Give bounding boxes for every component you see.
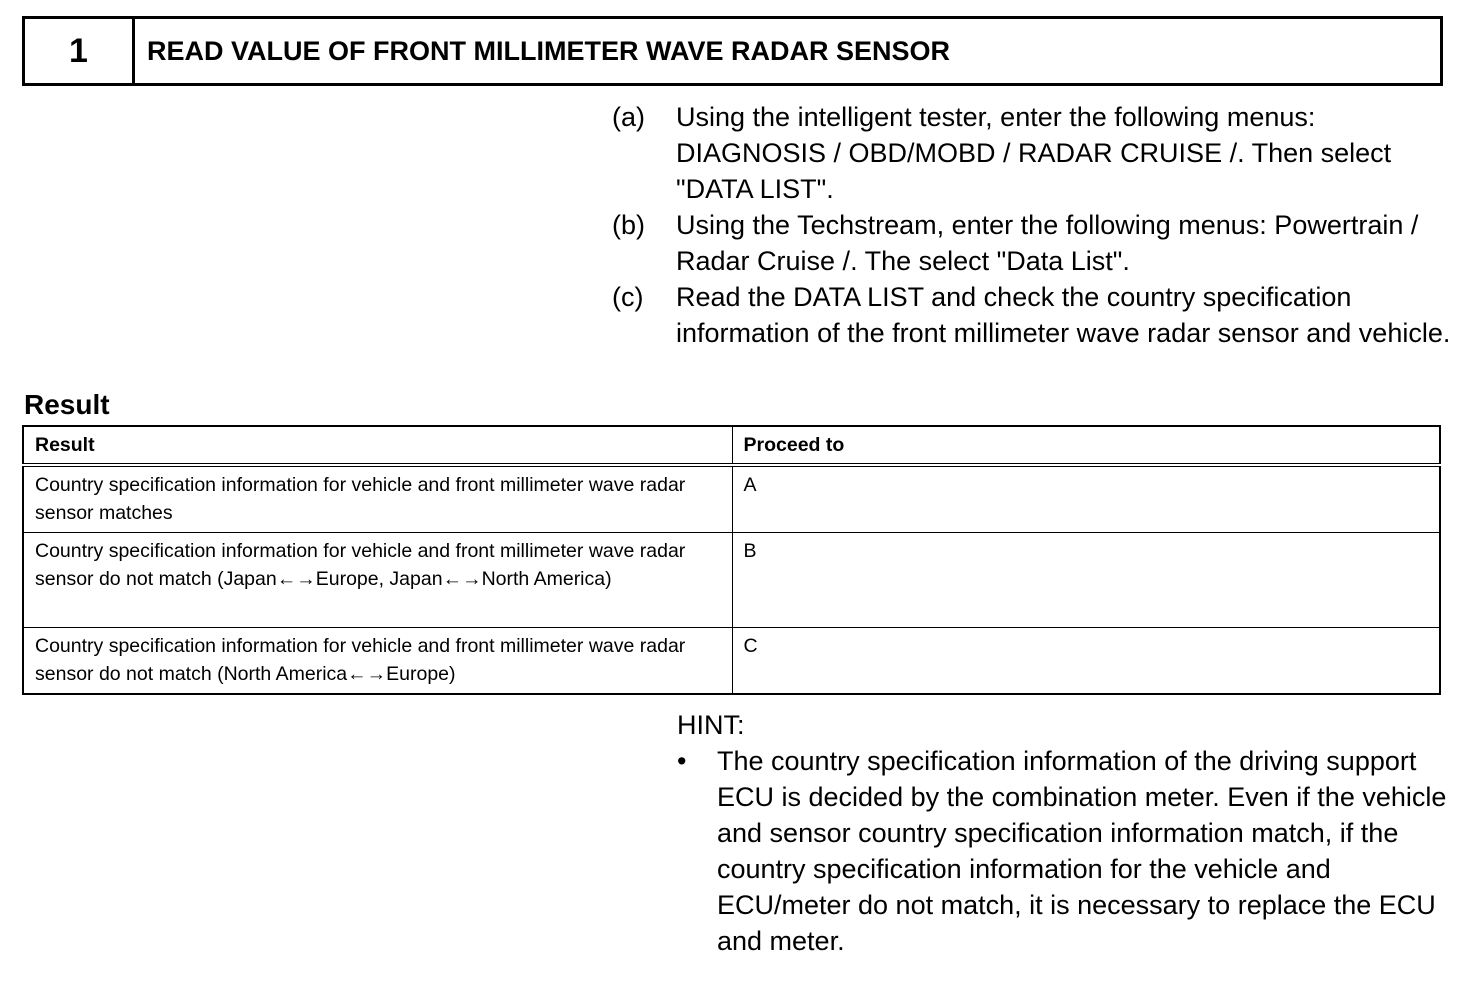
table-header-row	[23, 426, 1440, 465]
procedure-step-letter: (b)	[612, 210, 645, 240]
procedure-step-letter: (c)	[612, 282, 644, 312]
procedure-step-text: Using the intelligent tester, enter the following menus: DIAGNOSIS / OBD/MOBD / RADAR CRUISE /. Then select "DATA LIST".	[676, 102, 1392, 204]
proceed-cell: A	[732, 465, 1440, 532]
column-header-proceed-to: Proceed to	[732, 426, 1440, 465]
hint-item	[677, 743, 1457, 959]
step-header	[22, 16, 1443, 86]
step-number: 1	[25, 19, 135, 83]
proceed-cell: B	[732, 532, 1440, 627]
proceed-cell: C	[732, 627, 1440, 694]
procedure-step-a	[612, 99, 1462, 207]
column-header-result: Result	[23, 426, 732, 465]
procedure-step-letter: (a)	[612, 102, 645, 132]
table-row	[23, 532, 1440, 627]
result-table	[22, 425, 1441, 695]
result-heading: Result	[24, 389, 110, 420]
hint-text: The country specification information of the driving support ECU is decided by the combination meter. Even if the vehicle and sensor country specification information match, if the country specification information for the vehicle and ECU/meter do not match, it is necessary to replace the ECU and meter.	[717, 746, 1447, 956]
hint-label: HINT:	[677, 710, 745, 740]
procedure-step-text: Using the Techstream, enter the following menus: Powertrain / Radar Cruise /. The select "Data List".	[676, 210, 1419, 276]
result-cell: Country specification information for vehicle and front millimeter wave radar sensor do not match (Japan←→Europe, Japan←→North America)	[23, 532, 732, 627]
hint-section	[677, 707, 1457, 959]
table-row	[23, 627, 1440, 694]
result-cell: Country specification information for vehicle and front millimeter wave radar sensor matches	[23, 465, 732, 532]
procedure-step-c	[612, 279, 1462, 351]
procedure-list	[612, 99, 1462, 351]
result-cell: Country specification information for vehicle and front millimeter wave radar sensor do not match (North America←→Europe)	[23, 627, 732, 694]
bullet-icon: •	[677, 746, 687, 776]
procedure-step-text: Read the DATA LIST and check the country specification information of the front millimeter wave radar sensor and vehicle.	[676, 282, 1451, 348]
procedure-step-b	[612, 207, 1462, 279]
step-title: READ VALUE OF FRONT MILLIMETER WAVE RADAR SENSOR	[147, 35, 950, 66]
table-row	[23, 465, 1440, 532]
